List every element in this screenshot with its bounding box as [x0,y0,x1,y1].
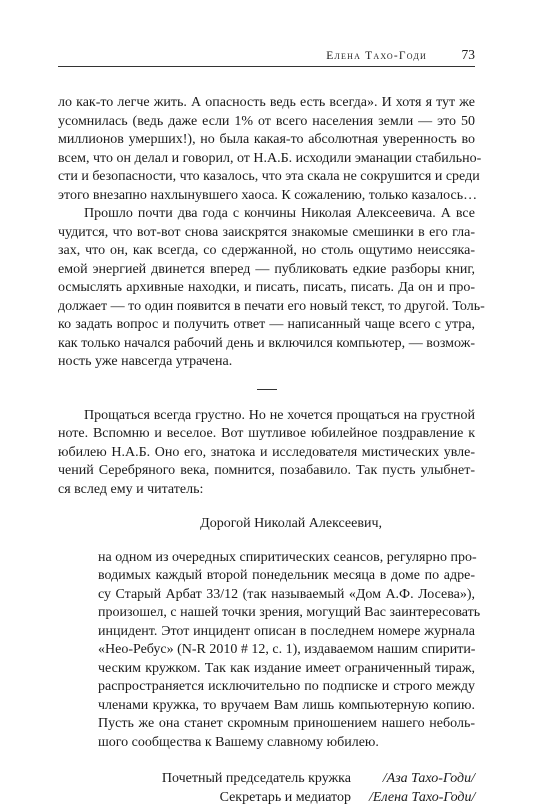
text-line: Прощаться всегда грустно. Но не хочется прощаться на грустной [58,407,475,426]
page-number: 73 [462,47,476,63]
text-line: всем, что он делал и говорил, от Н.А.Б. исходили эманации стабильно- [58,150,475,169]
text-line: ко задать вопрос и получить ответ — написанный чаще всего с утра, [58,316,475,335]
signature-role: Почетный председатель кружка [162,770,351,789]
page-body [58,94,475,807]
text-line: су Старый Арбат 33/12 (так называемый «Дом А.Ф. Лосева»), [98,586,475,605]
running-title: Елена Тахо-Годи [326,50,427,62]
text-line: Пусть же она станет скромным приношением нашего неболь- [98,715,475,734]
text-line: произошел, с нашей точки зрения, могущий Вас заинтересовать [98,604,475,623]
text-line: сти и безопасности, что казалось, что эта скала не сокрушится и среди [58,168,475,187]
text-line: распространяется исключительно по подписке и строго между [98,678,475,697]
text-line: ло как-то легче жить. А опасность ведь есть всегда». И хотя я тут же [58,94,475,113]
text-line: водимых каждый второй понедельник месяца в доме по адре- [98,567,475,586]
text-line: усомнилась (ведь даже если 1% от всего населения земли — это 50 [58,113,475,132]
signature-row [58,770,475,789]
text-line: должает — то один появится в печати его новый текст, то другой. Толь- [58,298,475,317]
text-line: ся вслед ему и читатель: [58,481,475,500]
signature-name: /Аза Тахо-Годи/ [369,770,475,789]
paragraph-3 [58,407,475,500]
text-line: ность уже навсегда утрачена. [58,353,475,372]
text-line: юбилею Н.А.Б. Оно его, знатока и исследователя мистических увле- [58,444,475,463]
signature-name: /Елена Тахо-Годи/ [369,789,475,807]
signature-row [58,789,475,807]
text-line: на одном из очередных спиритических сеансов, регулярно про- [98,549,475,568]
text-line: инцидент. Этот инцидент описан в последнем номере журнала [98,623,475,642]
text-line: чудится, что вот-вот снова заискрятся знакомые смешинки в его гла- [58,224,475,243]
text-line: миллионов умерших!), но была какая-то абсолютная уверенность во [58,131,475,150]
paragraph-2 [58,205,475,372]
text-line: Прошло почти два года с кончины Николая Алексеевича. А все [58,205,475,224]
running-header [58,46,475,67]
text-line: ноте. Вспомню и веселое. Вот шутливое юбилейное поздравление к [58,425,475,444]
letter-greeting: Дорогой Николай Алексеевич, [58,515,475,534]
text-line: членами кружка, то вручаем Вам лишь компьютерную копию. [98,697,475,716]
text-line: осмыслять архивные находки, и писать, писать, писать. Да он и про- [58,279,475,298]
text-line: как только начался рабочий день и включился компьютер, — возмож- [58,335,475,354]
text-line: чений Серебряного века, помнится, позабавило. Так пусть улыбнет- [58,462,475,481]
signature-block [58,770,475,807]
text-line: этого внезапно нахлынувшего хаоса. К сожалению, только казалось… [58,187,475,206]
text-line: шого сообщества к Вашему славному юбилею. [98,734,475,753]
text-line: ческим кружком. Так как издание имеет ограниченный тираж, [98,660,475,679]
section-separator [257,389,277,390]
signature-role: Секретарь и медиатор [220,789,351,807]
text-line: емой энергией двинется вперед — публиковать едкие разборы книг, [58,261,475,280]
letter-body [58,549,475,753]
text-line: «Нео-Ребус» (N-R 2010 # 12, с. 1), издаваемом нашим спирити- [98,641,475,660]
paragraph-1 [58,94,475,205]
text-line: зах, что он, как всегда, со сдержанной, но столь ощутимо неиссяка- [58,242,475,261]
